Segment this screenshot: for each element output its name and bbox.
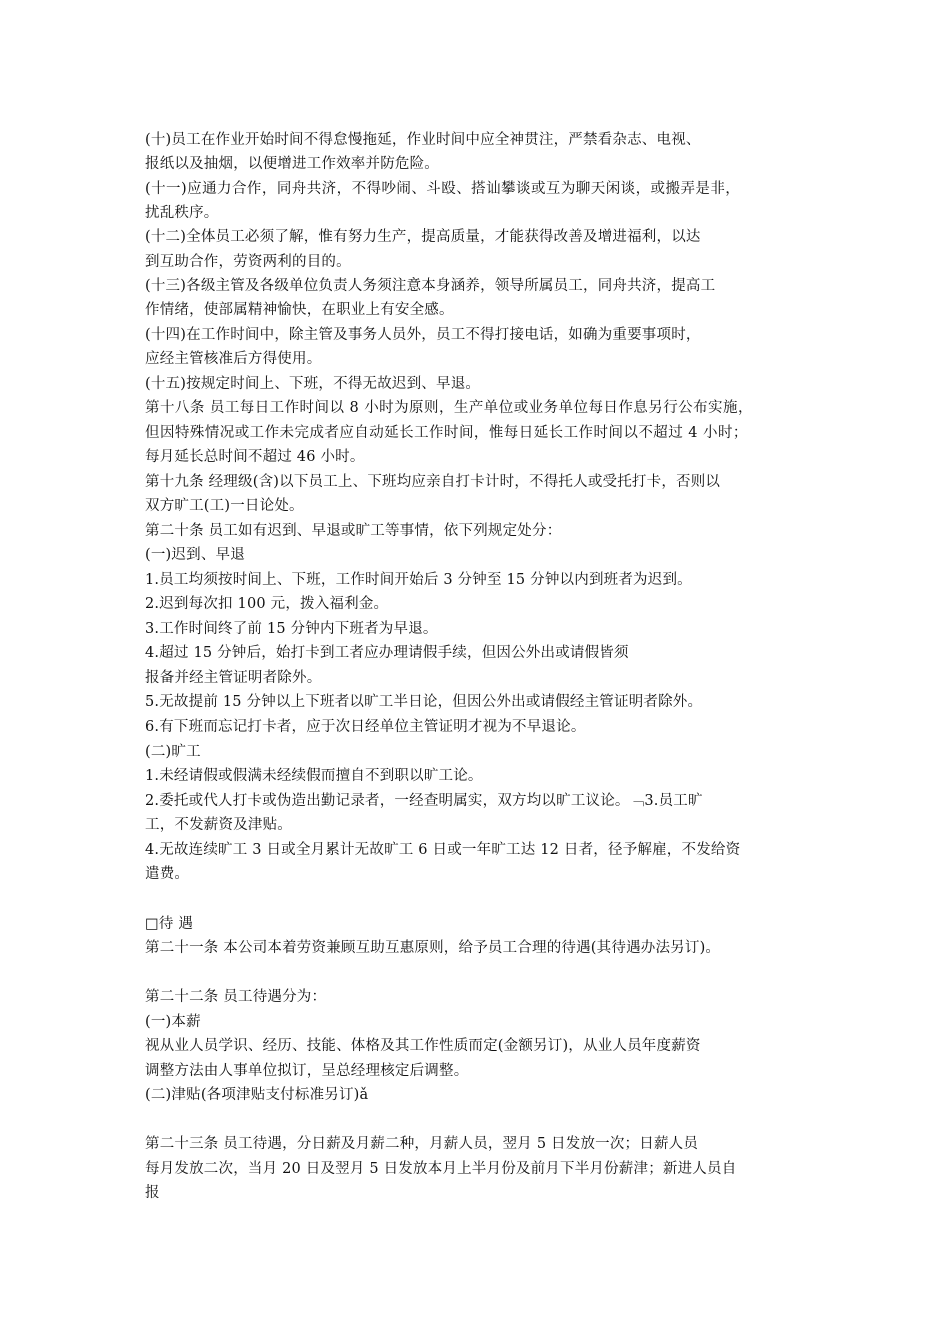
text-line: 第十八条 员工每日工作时间以 8 小时为原则，生产单位或业务单位每日作息另行公布实施，	[145, 400, 753, 416]
text-line: (十二)全体员工必须了解，惟有努力生产，提高质量，才能获得改善及增进福利，以达	[145, 229, 701, 245]
text-line: (十)员工在作业开始时间不得怠慢拖延，作业时间中应全神贯注，严禁看杂志、电视、	[145, 132, 701, 148]
text-line: 调整方法由人事单位拟订，呈总经理核定后调整。	[145, 1063, 469, 1079]
text-line: 双方旷工(工)一日论处。	[145, 498, 304, 514]
text-line: (十五)按规定时间上、下班，不得无故迟到、早退。	[145, 376, 481, 392]
text-line: 工，不发薪资及津贴。	[145, 817, 292, 833]
text-line: 5.无故提前 15 分钟以上下班者以旷工半日论，但因公外出或请假经主管证明者除外。	[145, 694, 703, 710]
text-line: 3.工作时间终了前 15 分钟内下班者为早退。	[145, 621, 438, 637]
text-line: 第二十二条 员工待遇分为：	[145, 989, 327, 1005]
text-line: 但因特殊情况或工作未完成者应自动延长工作时间，惟每日延长工作时间以不超过 4 小时；	[145, 425, 748, 441]
text-line: 4.超过 15 分钟后，始打卡到工者应办理请假手续，但因公外出或请假皆须	[145, 645, 629, 661]
text-line: 第十九条 经理级(含)以下员工上、下班均应亲自打卡计时，不得托人或受托打卡，否则以	[145, 474, 721, 490]
text-line: 2.委托或代人打卡或伪造出勤记录者，一经查明属实，双方均以旷工议论。﹁3.员工旷	[145, 793, 703, 809]
text-line: 视从业人员学识、经历、技能、体格及其工作性质而定(金额另订)，从业人员年度薪资	[145, 1038, 701, 1054]
text-line: 第二十三条 员工待遇，分日薪及月薪二种，月薪人员，翌月 5 日发放一次；日薪人员	[145, 1136, 699, 1152]
text-line: (二)津贴(各项津贴支付标准另订)ǎ	[145, 1087, 369, 1103]
text-line: (一)迟到、早退	[145, 547, 245, 563]
text-line: 应经主管核准后方得使用。	[145, 351, 322, 367]
text-line: 第二十条 员工如有迟到、早退或旷工等事情，依下列规定处分：	[145, 523, 562, 539]
text-line: 报纸以及抽烟，以便增进工作效率并防危险。	[145, 156, 439, 172]
text-line: 扰乱秩序。	[145, 205, 219, 221]
text-line: 报	[145, 1185, 160, 1201]
text-line: 到互助合作，劳资两利的目的。	[145, 254, 351, 270]
text-line: 6.有下班而忘记打卡者，应于次日经单位主管证明才视为不早退论。	[145, 719, 586, 735]
text-line: 4.无故连续旷工 3 日或全月累计无故旷工 6 日或一年旷工达 12 日者，径予解雇，不发给资	[145, 842, 741, 858]
text-line: 1.未经请假或假满未经续假而擅自不到职以旷工论。	[145, 768, 483, 784]
text-line: (十一)应通力合作，同舟共济，不得吵闹、斗殴、搭讪攀谈或互为聊天闲谈，或搬弄是非，	[145, 181, 741, 197]
text-line: (一)本薪	[145, 1014, 201, 1030]
text-line: (十三)各级主管及各级单位负责人务须注意本身涵养，领导所属员工，同舟共济，提高工	[145, 278, 716, 294]
text-line: 每月发放二次，当月 20 日及翌月 5 日发放本月上半月份及前月下半月份薪津；新进人员自	[145, 1161, 737, 1177]
text-line: 2.迟到每次扣 100 元，拨入福利金。	[145, 596, 389, 612]
text-line: 报备并经主管证明者除外。	[145, 670, 322, 686]
text-line: 每月延长总时间不超过 46 小时。	[145, 449, 365, 465]
section-heading: □待 遇	[145, 916, 194, 932]
text-line: 遣费。	[145, 866, 190, 882]
text-line: (二)旷工	[145, 744, 201, 760]
text-line: 1.员工均须按时间上、下班，工作时间开始后 3 分钟至 15 分钟以内到班者为迟到。	[145, 572, 692, 588]
text-line: 作情绪，使部属精神愉快，在职业上有安全感。	[145, 302, 454, 318]
text-line: 第二十一条 本公司本着劳资兼顾互助互惠原则，给予员工合理的待遇(其待遇办法另订)。	[145, 940, 721, 956]
text-line: (十四)在工作时间中，除主管及事务人员外，员工不得打接电话，如确为重要事项时，	[145, 327, 701, 343]
